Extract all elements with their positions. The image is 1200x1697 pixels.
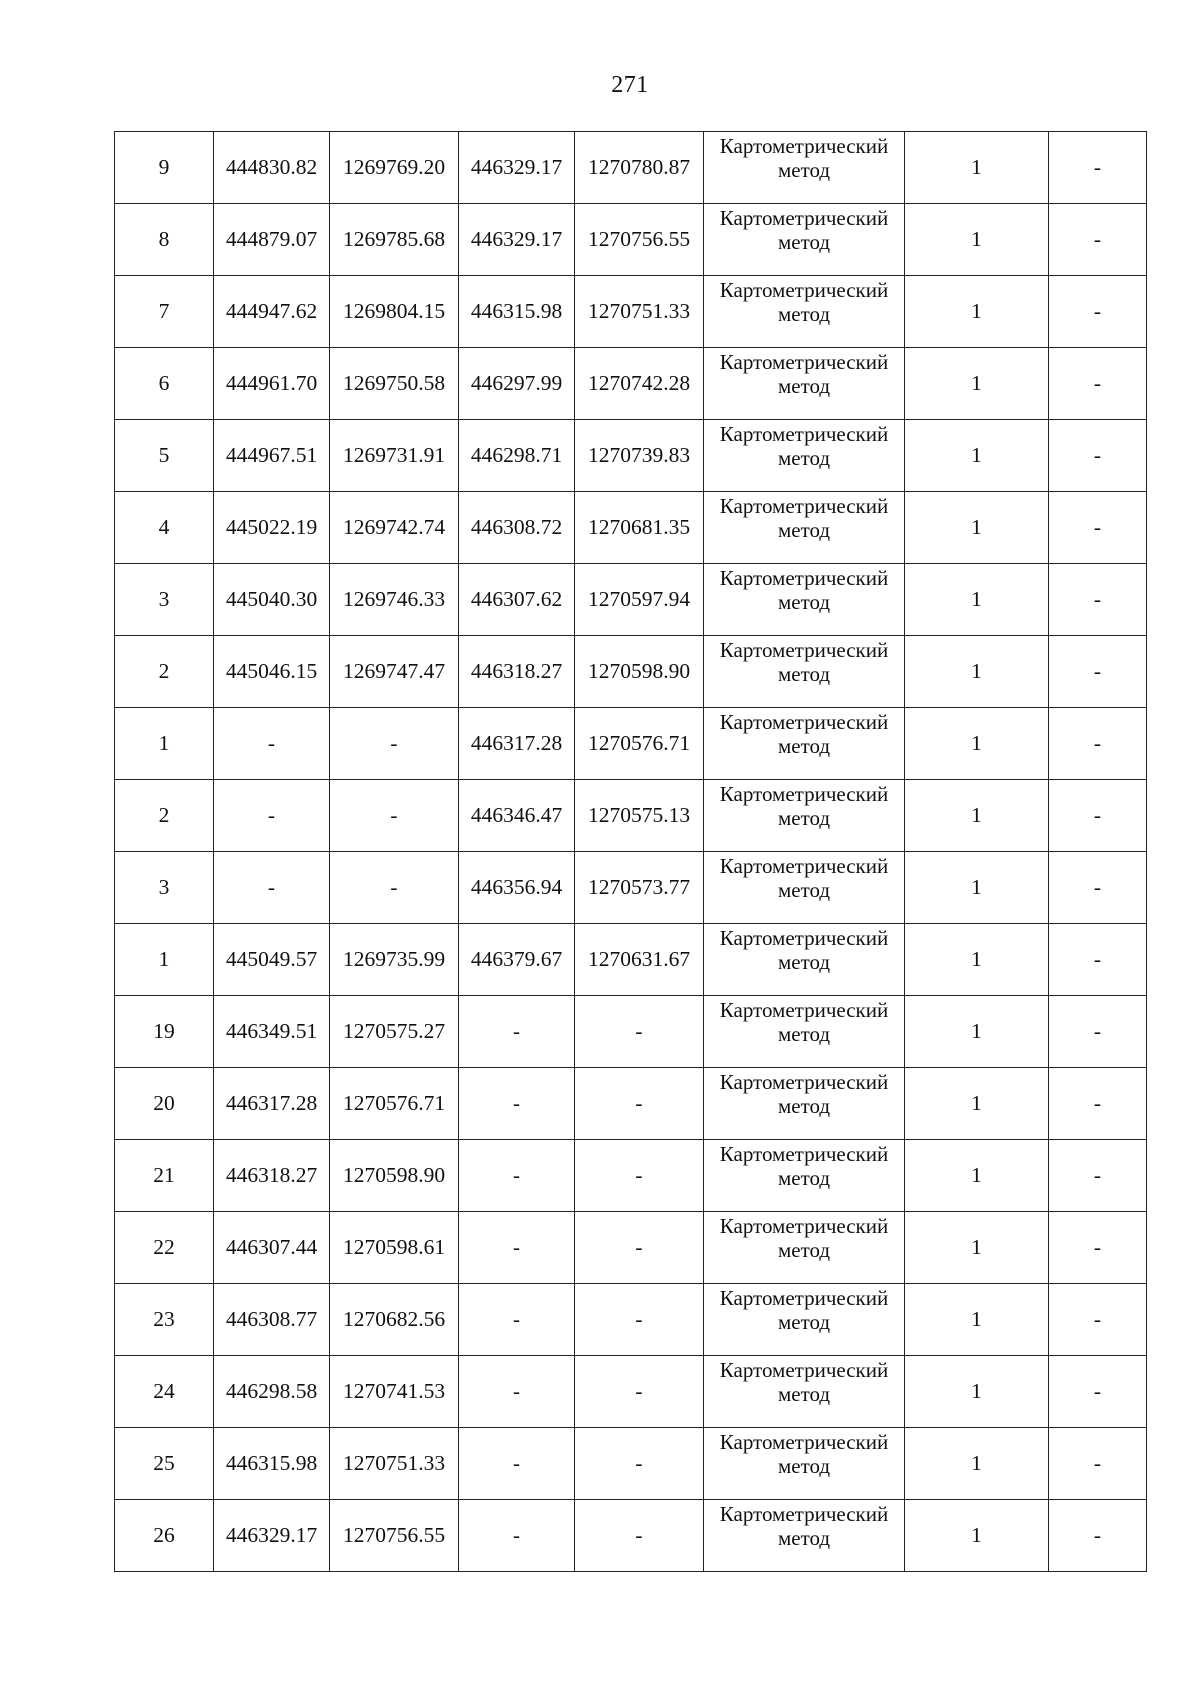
old-x-cell: 444947.62 (214, 276, 330, 348)
new-x-cell: 446315.98 (459, 276, 575, 348)
old-y-cell: 1270575.27 (330, 996, 459, 1068)
table-row (115, 204, 1147, 276)
method-line-2: метод (777, 878, 831, 903)
method-line-2: метод (777, 1526, 831, 1551)
new-x-cell: 446346.47 (459, 780, 575, 852)
note-cell: - (1049, 1068, 1147, 1140)
table-row (115, 1140, 1147, 1212)
method-line-2: метод (777, 230, 831, 255)
old-y-cell: - (330, 780, 459, 852)
method-cell (704, 1356, 905, 1428)
method-line-1: Картометрический (719, 926, 889, 950)
point-number-cell: 8 (115, 204, 214, 276)
old-y-cell: 1270751.33 (330, 1428, 459, 1500)
old-x-cell: 444967.51 (214, 420, 330, 492)
method-line-1: Картометрический (719, 1430, 889, 1454)
point-number-cell: 19 (115, 996, 214, 1068)
table-body (115, 132, 1147, 1572)
point-number-cell: 1 (115, 924, 214, 996)
new-x-cell: 446318.27 (459, 636, 575, 708)
table-row (115, 420, 1147, 492)
note-cell: - (1049, 852, 1147, 924)
method-cell (704, 492, 905, 564)
old-y-cell: 1269746.33 (330, 564, 459, 636)
point-number-cell: 24 (115, 1356, 214, 1428)
method-line-2: метод (777, 950, 831, 975)
accuracy-cell: 1 (905, 1068, 1049, 1140)
note-cell: - (1049, 1500, 1147, 1572)
new-x-cell: - (459, 1212, 575, 1284)
accuracy-cell: 1 (905, 780, 1049, 852)
method-line-2: метод (777, 806, 831, 831)
old-y-cell: 1270598.61 (330, 1212, 459, 1284)
method-cell (704, 996, 905, 1068)
old-y-cell: 1270576.71 (330, 1068, 459, 1140)
note-cell: - (1049, 492, 1147, 564)
method-line-2: метод (777, 158, 831, 183)
table-row (115, 564, 1147, 636)
note-cell: - (1049, 348, 1147, 420)
table-row (115, 852, 1147, 924)
new-x-cell: 446379.67 (459, 924, 575, 996)
new-x-cell: 446329.17 (459, 204, 575, 276)
method-cell (704, 1212, 905, 1284)
method-line-1: Картометрический (719, 782, 889, 806)
method-line-1: Картометрический (719, 566, 889, 590)
method-cell (704, 276, 905, 348)
table-row (115, 636, 1147, 708)
old-x-cell: 444961.70 (214, 348, 330, 420)
old-x-cell: 446318.27 (214, 1140, 330, 1212)
accuracy-cell: 1 (905, 204, 1049, 276)
new-y-cell: - (575, 1140, 704, 1212)
old-x-cell: 446317.28 (214, 1068, 330, 1140)
accuracy-cell: 1 (905, 564, 1049, 636)
accuracy-cell: 1 (905, 1140, 1049, 1212)
table-row (115, 1068, 1147, 1140)
new-x-cell: 446298.71 (459, 420, 575, 492)
accuracy-cell: 1 (905, 996, 1049, 1068)
old-y-cell: 1270682.56 (330, 1284, 459, 1356)
table-row (115, 132, 1147, 204)
old-y-cell: 1269742.74 (330, 492, 459, 564)
new-x-cell: 446307.62 (459, 564, 575, 636)
new-y-cell: - (575, 996, 704, 1068)
method-line-2: метод (777, 734, 831, 759)
method-line-1: Картометрический (719, 494, 889, 518)
point-number-cell: 3 (115, 564, 214, 636)
method-cell (704, 852, 905, 924)
table-row (115, 708, 1147, 780)
method-line-1: Картометрический (719, 350, 889, 374)
old-x-cell: - (214, 708, 330, 780)
new-y-cell: - (575, 1428, 704, 1500)
table-row (115, 1212, 1147, 1284)
new-x-cell: 446329.17 (459, 132, 575, 204)
method-line-2: метод (777, 1382, 831, 1407)
method-line-1: Картометрический (719, 1286, 889, 1310)
new-y-cell: - (575, 1212, 704, 1284)
method-line-1: Картометрический (719, 1214, 889, 1238)
method-line-1: Картометрический (719, 1358, 889, 1382)
point-number-cell: 3 (115, 852, 214, 924)
old-x-cell: 446349.51 (214, 996, 330, 1068)
method-cell (704, 1068, 905, 1140)
method-line-2: метод (777, 1166, 831, 1191)
new-y-cell: 1270681.35 (575, 492, 704, 564)
accuracy-cell: 1 (905, 852, 1049, 924)
point-number-cell: 20 (115, 1068, 214, 1140)
old-y-cell: - (330, 852, 459, 924)
new-y-cell: - (575, 1500, 704, 1572)
table-row (115, 492, 1147, 564)
new-x-cell: - (459, 1140, 575, 1212)
old-x-cell: 446308.77 (214, 1284, 330, 1356)
point-number-cell: 4 (115, 492, 214, 564)
method-line-1: Картометрический (719, 1142, 889, 1166)
accuracy-cell: 1 (905, 492, 1049, 564)
accuracy-cell: 1 (905, 1356, 1049, 1428)
method-line-2: метод (777, 1094, 831, 1119)
point-number-cell: 5 (115, 420, 214, 492)
old-y-cell: 1269750.58 (330, 348, 459, 420)
coordinates-table (114, 131, 1147, 1572)
new-y-cell: 1270751.33 (575, 276, 704, 348)
new-y-cell: 1270739.83 (575, 420, 704, 492)
method-line-2: метод (777, 1310, 831, 1335)
new-x-cell: 446356.94 (459, 852, 575, 924)
method-line-1: Картометрический (719, 854, 889, 878)
method-cell (704, 636, 905, 708)
method-line-2: метод (777, 518, 831, 543)
accuracy-cell: 1 (905, 420, 1049, 492)
note-cell: - (1049, 204, 1147, 276)
old-x-cell: 446315.98 (214, 1428, 330, 1500)
old-x-cell: 445040.30 (214, 564, 330, 636)
note-cell: - (1049, 564, 1147, 636)
old-x-cell: 446329.17 (214, 1500, 330, 1572)
method-line-1: Картометрический (719, 134, 889, 158)
old-y-cell: 1269769.20 (330, 132, 459, 204)
method-line-2: метод (777, 1454, 831, 1479)
page-number: 271 (611, 72, 649, 98)
method-line-2: метод (777, 302, 831, 327)
accuracy-cell: 1 (905, 1428, 1049, 1500)
method-line-1: Картометрический (719, 1070, 889, 1094)
old-y-cell: 1270741.53 (330, 1356, 459, 1428)
method-line-1: Картометрический (719, 998, 889, 1022)
point-number-cell: 22 (115, 1212, 214, 1284)
old-y-cell: - (330, 708, 459, 780)
method-line-1: Картометрический (719, 278, 889, 302)
old-x-cell: 445049.57 (214, 924, 330, 996)
new-y-cell: 1270742.28 (575, 348, 704, 420)
table-row (115, 1356, 1147, 1428)
point-number-cell: 21 (115, 1140, 214, 1212)
note-cell: - (1049, 636, 1147, 708)
method-cell (704, 1428, 905, 1500)
old-y-cell: 1269747.47 (330, 636, 459, 708)
table-row (115, 924, 1147, 996)
method-line-1: Картометрический (719, 1502, 889, 1526)
new-x-cell: - (459, 1500, 575, 1572)
accuracy-cell: 1 (905, 1500, 1049, 1572)
accuracy-cell: 1 (905, 1212, 1049, 1284)
old-y-cell: 1269735.99 (330, 924, 459, 996)
method-cell (704, 780, 905, 852)
method-line-1: Картометрический (719, 710, 889, 734)
method-line-2: метод (777, 446, 831, 471)
method-cell (704, 564, 905, 636)
point-number-cell: 1 (115, 708, 214, 780)
accuracy-cell: 1 (905, 1284, 1049, 1356)
method-cell (704, 348, 905, 420)
old-x-cell: 445022.19 (214, 492, 330, 564)
old-x-cell: - (214, 780, 330, 852)
new-x-cell: - (459, 1068, 575, 1140)
old-y-cell: 1269785.68 (330, 204, 459, 276)
note-cell: - (1049, 924, 1147, 996)
old-y-cell: 1270756.55 (330, 1500, 459, 1572)
new-x-cell: - (459, 1284, 575, 1356)
method-line-1: Картометрический (719, 206, 889, 230)
method-line-1: Картометрический (719, 422, 889, 446)
point-number-cell: 9 (115, 132, 214, 204)
accuracy-cell: 1 (905, 132, 1049, 204)
method-cell (704, 1140, 905, 1212)
old-x-cell: 446298.58 (214, 1356, 330, 1428)
new-y-cell: 1270631.67 (575, 924, 704, 996)
new-y-cell: 1270575.13 (575, 780, 704, 852)
method-cell (704, 924, 905, 996)
table-row (115, 348, 1147, 420)
old-x-cell: 446307.44 (214, 1212, 330, 1284)
table-row (115, 1428, 1147, 1500)
method-cell (704, 1284, 905, 1356)
note-cell: - (1049, 780, 1147, 852)
method-cell (704, 708, 905, 780)
accuracy-cell: 1 (905, 924, 1049, 996)
new-x-cell: - (459, 1428, 575, 1500)
note-cell: - (1049, 1212, 1147, 1284)
old-y-cell: 1269804.15 (330, 276, 459, 348)
new-y-cell: - (575, 1284, 704, 1356)
point-number-cell: 23 (115, 1284, 214, 1356)
table-row (115, 996, 1147, 1068)
new-x-cell: 446317.28 (459, 708, 575, 780)
old-x-cell: 444879.07 (214, 204, 330, 276)
new-x-cell: 446297.99 (459, 348, 575, 420)
table-row (115, 276, 1147, 348)
method-cell (704, 1500, 905, 1572)
new-x-cell: 446308.72 (459, 492, 575, 564)
old-x-cell: 444830.82 (214, 132, 330, 204)
note-cell: - (1049, 1140, 1147, 1212)
note-cell: - (1049, 996, 1147, 1068)
note-cell: - (1049, 1356, 1147, 1428)
method-line-1: Картометрический (719, 638, 889, 662)
method-cell (704, 132, 905, 204)
method-line-2: метод (777, 1238, 831, 1263)
accuracy-cell: 1 (905, 708, 1049, 780)
note-cell: - (1049, 132, 1147, 204)
accuracy-cell: 1 (905, 276, 1049, 348)
point-number-cell: 2 (115, 780, 214, 852)
method-cell (704, 204, 905, 276)
method-line-2: метод (777, 590, 831, 615)
method-cell (704, 420, 905, 492)
old-x-cell: 445046.15 (214, 636, 330, 708)
old-y-cell: 1270598.90 (330, 1140, 459, 1212)
old-x-cell: - (214, 852, 330, 924)
point-number-cell: 26 (115, 1500, 214, 1572)
note-cell: - (1049, 420, 1147, 492)
new-y-cell: 1270780.87 (575, 132, 704, 204)
old-y-cell: 1269731.91 (330, 420, 459, 492)
new-y-cell: 1270597.94 (575, 564, 704, 636)
new-y-cell: 1270756.55 (575, 204, 704, 276)
accuracy-cell: 1 (905, 348, 1049, 420)
new-y-cell: - (575, 1356, 704, 1428)
accuracy-cell: 1 (905, 636, 1049, 708)
new-y-cell: 1270573.77 (575, 852, 704, 924)
point-number-cell: 6 (115, 348, 214, 420)
table-row (115, 780, 1147, 852)
point-number-cell: 25 (115, 1428, 214, 1500)
note-cell: - (1049, 276, 1147, 348)
new-x-cell: - (459, 1356, 575, 1428)
note-cell: - (1049, 1284, 1147, 1356)
new-x-cell: - (459, 996, 575, 1068)
table-row (115, 1284, 1147, 1356)
note-cell: - (1049, 1428, 1147, 1500)
note-cell: - (1049, 708, 1147, 780)
new-y-cell: - (575, 1068, 704, 1140)
method-line-2: метод (777, 1022, 831, 1047)
table-row (115, 1500, 1147, 1572)
new-y-cell: 1270576.71 (575, 708, 704, 780)
method-line-2: метод (777, 374, 831, 399)
new-y-cell: 1270598.90 (575, 636, 704, 708)
method-line-2: метод (777, 662, 831, 687)
point-number-cell: 7 (115, 276, 214, 348)
point-number-cell: 2 (115, 636, 214, 708)
